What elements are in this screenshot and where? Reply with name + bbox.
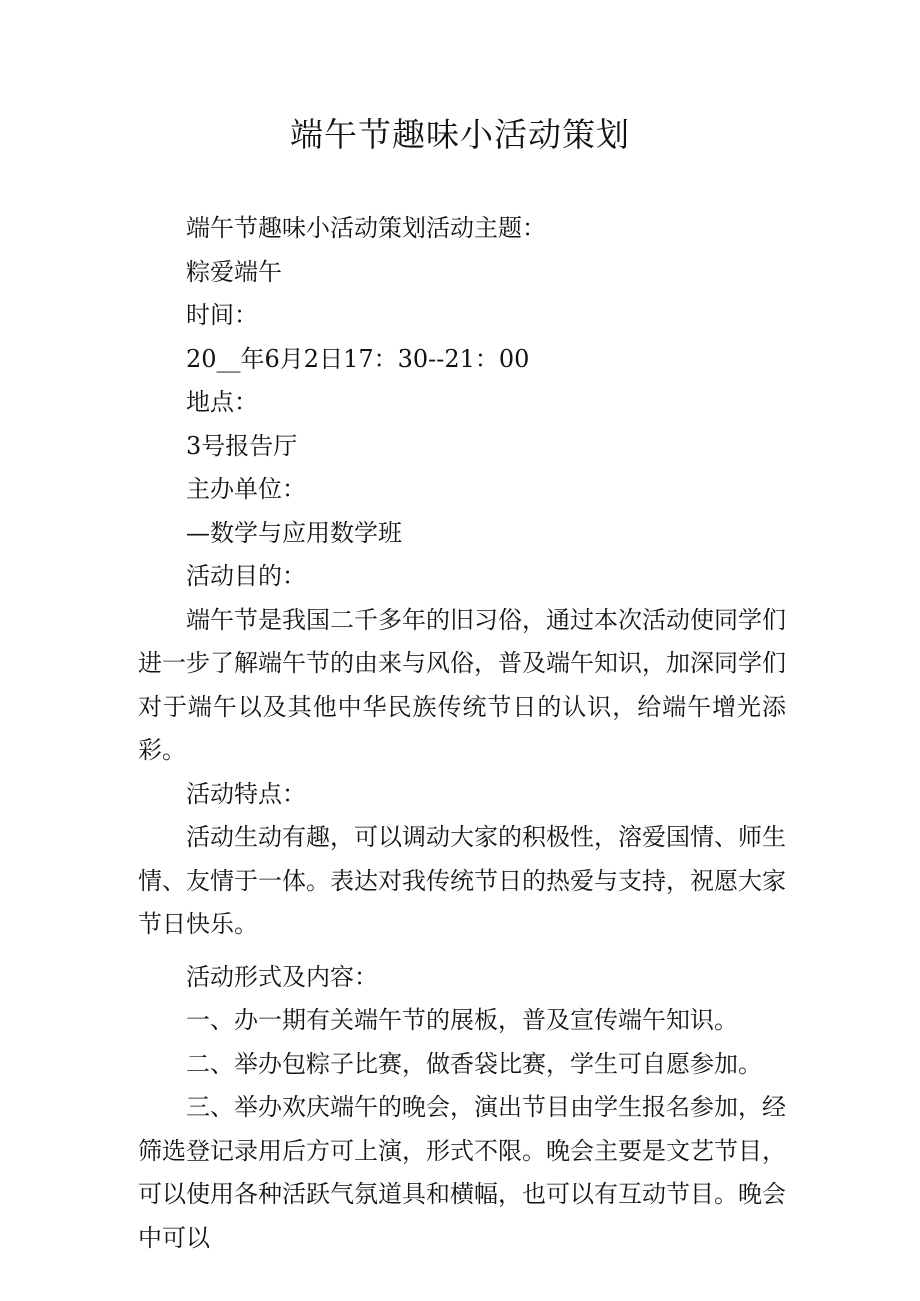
paragraph-purpose-heading: 活动目的： <box>186 562 306 590</box>
document-title: 端午节趣味小活动策划 <box>290 115 630 154</box>
paragraph-features-text: 活动生动有趣，可以调动大家的积极性，溶爱国情、师生情、友情于一体。表达对我传统节日的热爱与支持，祝愿大家节日快乐。 <box>138 823 786 938</box>
paragraph-purpose-text: 端午节是我国二千多年的旧习俗，通过本次活动使同学们进一步了解端午节的由来与风俗，普及端午知识，加深同学们对于端午以及其他中华民族传统节日的认识，给端午增光添彩。 <box>138 605 786 764</box>
paragraph-item-one: 一、办一期有关端午节的展板，普及宣传端午知识。 <box>186 1006 738 1034</box>
paragraph-organizer-heading: 主办单位： <box>186 475 306 503</box>
paragraph-item-two: 二、举办包粽子比赛，做香袋比赛，学生可自愿参加。 <box>186 1049 762 1078</box>
paragraph-time-heading: 时间： <box>186 301 258 329</box>
paragraph-theme-value: 粽爱端午 <box>186 257 282 286</box>
paragraph-time-value: 20__年6月2日17：30--21：00 <box>186 344 530 373</box>
paragraph-item-three: 三、举办欢庆端午的晚会，演出节目由学生报名参加，经筛选登记录用后方可上演，形式不限。晚会主要是文艺节目，可以使用各种活跃气氛道具和横幅，也可以有互动节目。晚会中可以 <box>138 1093 786 1252</box>
paragraph-format-heading: 活动形式及内容： <box>186 962 378 991</box>
paragraph-theme-heading: 端午节趣味小活动策划活动主题： <box>186 214 546 242</box>
paragraph-location-value: 3号报告厅 <box>186 431 298 460</box>
paragraph-location-heading: 地点： <box>186 388 258 416</box>
paragraph-features-heading: 活动特点： <box>186 779 306 808</box>
document-body <box>138 207 786 1260</box>
paragraph-organizer-value: —数学与应用数学班 <box>186 518 402 547</box>
